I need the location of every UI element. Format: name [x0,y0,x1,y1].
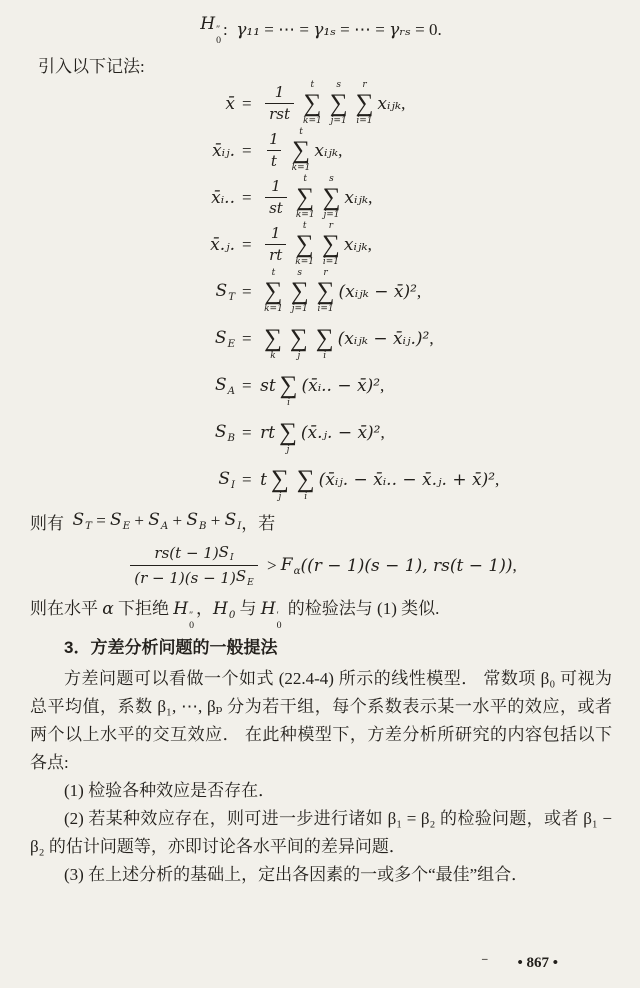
formula-rhs: = $\frac{1}{\text{rst}}$ t ∑ k=1 s ∑ j=1 r ∑ i=1 xᵢⱼₖ , [242,79,406,126]
formula-row-sa [30,362,612,409]
notation-intro-label: 引入以下记法: [38,57,145,77]
stray-scan-mark: – [481,953,488,965]
formula-lhs: $S_A$ [214,374,235,397]
formula-lhs: $S_T$ [215,280,235,303]
formula-row-xbar-i [30,174,612,221]
formula-row-xbar-ij [30,127,612,174]
section-heading: 3．方差分析问题的一般提法 [64,638,278,658]
formula-lhs: x̄ᵢ.. [211,187,235,208]
formula-lhs: $S_B$ [214,421,235,444]
formula-row-xbar [30,80,612,127]
point-1: (1) 检验各种效应是否存在． [64,781,276,801]
formula-lhs: $S_E$ [214,327,235,350]
formula-lhs: x̄.ⱼ. [210,234,235,255]
formula-lhs: $S_I$ [218,468,235,491]
point-2: (2) 若某种效应存在，则可进一步进行诸如 β₁ = β₂ 的检验问题，或者 β₁ − β₂ 的估计问题等，亦即讨论各水平间的差异问题． [30,809,612,857]
formula-row-st [30,268,612,315]
formula-rhs: = $\frac{1}{rt}$ t ∑ k=1 r ∑ i=1 xᵢⱼₖ , [242,220,372,267]
page-number: • 867 • [517,955,558,971]
formula-rhs: = st ∑ i (x̄ᵢ.. − x̄)² , [242,371,385,408]
point-3: (3) 在上述分析的基础上，定出各因素的一或多个“最佳”组合． [64,865,529,885]
sum-decomposition-line: 则有 $S_T$ = $S_E$ + $S_A$ + $S_B$ + $S_I$ ，若 [30,510,276,533]
formula-row-xbar-j [30,221,612,268]
formula-lhs: x̄ᵢⱼ. [212,140,235,161]
formula-rhs: = t ∑ j ∑ i (x̄ᵢⱼ. − x̄ᵢ.. − x̄.ⱼ. + x̄)² , [242,465,500,502]
paragraph-model-description: 方差问题可以看做一个如式 (22.4-4) 所示的线性模型． 常数项 β₀ 可视为总平均值，系数 β₁, ⋯, βₚ 分为若干组，每个系数表示某一水平的效应，或者两个以上水平的交互效应． 在此种模型下，方差分析所研究的内容包括以下各点: [30,669,612,773]
formula-rhs: = $\frac{1}{st}$ t ∑ k=1 s ∑ j=1 xᵢⱼₖ , [242,173,373,220]
formula-row-sb [30,409,612,456]
page-footer [30,955,612,972]
formula-lhs: x̄ [225,93,235,114]
formula-rhs: = rt ∑ j (x̄.ⱼ. − x̄)² , [242,418,385,455]
formula-row-si [30,456,612,503]
hypothesis-formula: H ″ 0 : γ₁₁ = ⋯ = γ₁ₛ = ⋯ = γᵣₛ = 0. [200,14,442,46]
f-test-formula: rs(t − 1) $S_I$ (r − 1)(s − 1) $S_E$ > $F_\alpha$ ((r − 1)(s − 1), rs(t − 1)) , [30,537,612,595]
rejection-note: 则在水平 α 下拒绝 H ″ 0 ，$H_0$ 与 H ′ 0 的检验法与 (1) 类似. [30,599,440,631]
formula-rhs: = t ∑ k=1 s ∑ j=1 r ∑ i=1 (xᵢⱼₖ − x̄)² , [242,267,422,314]
notation-formula-block [30,80,612,503]
formula-row-se [30,315,612,362]
formula-rhs: = $\frac{1}{t}$ t ∑ k=1 xᵢⱼₖ , [242,126,343,173]
formula-rhs: = ∑ k ∑ j ∑ i (xᵢⱼₖ − x̄ᵢⱼ.)² , [242,324,434,361]
